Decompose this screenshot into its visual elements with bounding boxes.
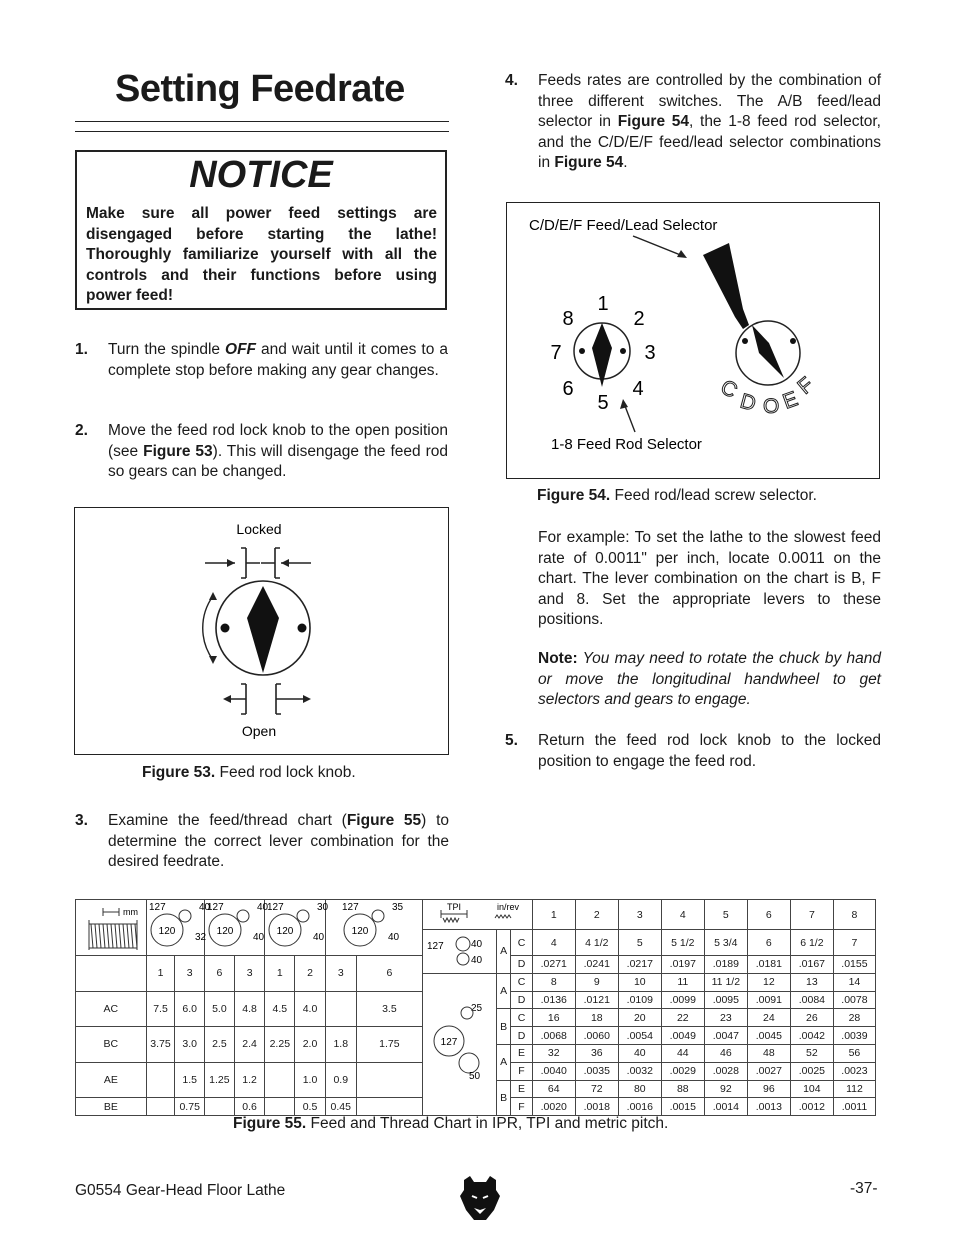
rod-dial-dot <box>579 348 585 354</box>
metric-value: 3.75 <box>146 1027 175 1063</box>
ab-selector: A <box>496 1044 510 1080</box>
knob-dot-left <box>221 624 230 633</box>
metric-value <box>205 1098 235 1116</box>
metric-value <box>146 1098 175 1116</box>
feed-value: .0035 <box>575 1062 618 1080</box>
gear-1-center: 120 <box>158 926 176 937</box>
metric-value: 0.75 <box>175 1098 205 1116</box>
gear-1-right: 32 <box>194 932 206 943</box>
gear-1-top-left: 127 <box>148 902 166 913</box>
grizzly-bear-logo-icon <box>458 1174 502 1222</box>
metric-value: 0.5 <box>295 1098 326 1116</box>
metric-value <box>325 991 356 1027</box>
metric-value: 1.75 <box>356 1027 423 1063</box>
dial-number-6: 6 <box>562 378 574 400</box>
metric-value: 1.25 <box>205 1062 235 1098</box>
rotation-arrow-down-icon <box>209 656 217 664</box>
feed-value: .0039 <box>833 1027 875 1045</box>
metric-value: 0.9 <box>325 1062 356 1098</box>
tpi-gear-top-cell <box>423 930 497 974</box>
metric-row-label: AC <box>76 991 147 1027</box>
feed-value: 9 <box>575 973 618 991</box>
metric-position-3: 6 <box>205 956 235 992</box>
dial-number-1: 1 <box>597 293 609 315</box>
figure-54-caption-text: Feed rod/lead screw selector. <box>610 487 817 504</box>
feed-value: 46 <box>704 1044 747 1062</box>
step-2-text-b: ). This will disengage the feed rod so gears can be changed. <box>108 442 448 480</box>
metric-value <box>146 1062 175 1098</box>
figure-55-caption-label: Figure 55. <box>233 1115 307 1132</box>
step-3-text <box>108 811 449 873</box>
gear-4-top-right: 35 <box>392 902 404 913</box>
step-2-text-a: Move the feed rod lock knob to the open position (see <box>108 422 448 460</box>
step-1-number: 1. <box>75 341 88 358</box>
rod-leader-line <box>625 406 635 432</box>
feed-lead-selector-diagram <box>507 203 878 477</box>
feed-value: 5 <box>618 930 661 956</box>
feed-value: 56 <box>833 1044 875 1062</box>
feed-value: .0015 <box>661 1098 704 1116</box>
feed-value: 92 <box>704 1080 747 1098</box>
cdef-selector: C <box>511 930 533 956</box>
feed-col-header-2: 2 <box>575 900 618 930</box>
metric-value: 7.5 <box>146 991 175 1027</box>
figure-53-caption <box>142 764 356 782</box>
step-5-text: Return the feed rod lock knob to the locked position to engage the feed rod. <box>538 732 881 770</box>
feed-col-header-1: 1 <box>532 900 575 930</box>
step-4-text-b: , the 1-8 feed rod selector, and the C/D/E/F feed/lead selector combinations in <box>538 113 881 171</box>
rotation-arc-icon <box>203 596 213 660</box>
open-arrow-left-icon <box>223 695 231 703</box>
feed-value: 6 <box>747 930 790 956</box>
metric-row-label: AE <box>76 1062 147 1098</box>
feed-col-header-5: 5 <box>704 900 747 930</box>
feed-col-header-7: 7 <box>790 900 833 930</box>
feed-value: .0025 <box>790 1062 833 1080</box>
feed-value: .0029 <box>661 1062 704 1080</box>
inrev-label: in/rev <box>497 902 520 912</box>
feed-value: .0109 <box>618 991 661 1009</box>
title-rule-bottom <box>75 131 449 132</box>
ab-selector: B <box>496 1009 510 1045</box>
gear-set-cell-2 <box>205 900 269 956</box>
metric-value: 2.5 <box>205 1027 235 1063</box>
step-1-text-a: Turn the spindle <box>108 341 226 358</box>
feed-value: .0045 <box>747 1027 790 1045</box>
feed-value: 72 <box>575 1080 618 1098</box>
tpi-gear-top-icon <box>425 933 495 967</box>
step-3-number: 3. <box>75 812 88 829</box>
step-5-number: 5. <box>505 732 518 749</box>
cdef-leader-line <box>633 236 683 256</box>
gear-set-cell-4 <box>325 900 422 956</box>
metric-value <box>356 1098 423 1116</box>
step-2-figure-ref: Figure 53 <box>143 442 213 460</box>
feed-value: 16 <box>532 1009 575 1027</box>
dial-number-3: 3 <box>644 342 656 364</box>
feed-value: 5 1/2 <box>661 930 704 956</box>
feed-value: 14 <box>833 973 875 991</box>
feed-value: 104 <box>790 1080 833 1098</box>
feed-value: .0040 <box>532 1062 575 1080</box>
gear-4-small-circle <box>372 910 384 922</box>
figure-53-caption-label: Figure 53. <box>142 764 216 781</box>
cdef-selector: E <box>511 1044 533 1062</box>
rod-selector-label: 1-8 Feed Rod Selector <box>551 436 702 453</box>
footer-page-number: -37- <box>850 1180 878 1197</box>
notice-body: Make sure all power feed settings are disengaged before starting the lathe! Thoroughly familiarize yourself with all the controls and their functions before using power feed! <box>86 205 437 304</box>
step-4-figure-ref-1: Figure 54 <box>617 113 690 130</box>
cdef-selector: D <box>511 956 533 974</box>
feed-value: 80 <box>618 1080 661 1098</box>
feed-value: .0012 <box>790 1098 833 1116</box>
figure-53-box <box>74 507 449 755</box>
dial-number-8: 8 <box>562 308 574 330</box>
metric-value: 3.5 <box>356 991 423 1027</box>
feed-value: .0121 <box>575 991 618 1009</box>
metric-position-2: 3 <box>175 956 205 992</box>
gear-set-cell-3 <box>265 900 329 956</box>
metric-position-1: 1 <box>146 956 175 992</box>
step-1-off: OFF <box>225 341 257 358</box>
feed-value: .0084 <box>790 991 833 1009</box>
step-3-text-b: ) to determine the correct lever combination for the desired feedrate. <box>108 812 449 870</box>
metric-value <box>356 1062 423 1098</box>
gear-4-center: 120 <box>351 926 369 937</box>
feed-value: .0189 <box>704 956 747 974</box>
feed-value: 13 <box>790 973 833 991</box>
cdef-selector: F <box>511 1098 533 1116</box>
example-paragraph: For example: To set the lathe to the slowest feed rate of 0.0011" per inch, locate 0.0011 on the chart. The lever combination on the chart is B, F and 8. Set the appropriate levers to these positions. <box>538 529 881 628</box>
metric-value: 1.5 <box>175 1062 205 1098</box>
feed-value: 52 <box>790 1044 833 1062</box>
metric-value <box>265 1098 295 1116</box>
gear-1-small-circle <box>179 910 191 922</box>
ab-selector: A <box>496 973 510 1009</box>
feed-value: .0078 <box>833 991 875 1009</box>
feed-col-header-6: 6 <box>747 900 790 930</box>
feed-value: .0091 <box>747 991 790 1009</box>
feed-value: .0016 <box>618 1098 661 1116</box>
metric-value: 1.8 <box>325 1027 356 1063</box>
locked-bracket-icon <box>205 548 311 578</box>
feed-value: 24 <box>747 1009 790 1027</box>
cdef-dial-pointer-icon <box>752 325 784 378</box>
feed-value: .0049 <box>661 1027 704 1045</box>
feed-col-header-4: 4 <box>661 900 704 930</box>
metric-value: 1.2 <box>234 1062 265 1098</box>
feed-value: .0068 <box>532 1027 575 1045</box>
metric-value: 2.25 <box>265 1027 295 1063</box>
rod-dial-dot-right <box>620 348 626 354</box>
feed-value: .0060 <box>575 1027 618 1045</box>
feed-value: .0181 <box>747 956 790 974</box>
gear-3-top-left: 127 <box>267 902 285 913</box>
cdef-selector: F <box>511 1062 533 1080</box>
svg-text:40: 40 <box>470 954 482 966</box>
feed-value: .0011 <box>833 1098 875 1116</box>
metric-row-label: BE <box>76 1098 147 1116</box>
thread-icon <box>79 900 143 952</box>
feed-value: .0027 <box>747 1062 790 1080</box>
feed-value: 11 <box>661 973 704 991</box>
open-label: Open <box>241 723 277 739</box>
feed-value: 44 <box>661 1044 704 1062</box>
gear-1-top-right: 40 <box>198 902 210 913</box>
feed-value: .0054 <box>618 1027 661 1045</box>
svg-text:127: 127 <box>440 1036 457 1048</box>
cdef-lever-handle-icon <box>703 243 749 329</box>
chart-header-row <box>76 900 876 930</box>
footer-model: G0554 Gear-Head Floor Lathe <box>75 1182 286 1199</box>
feed-value: .0155 <box>833 956 875 974</box>
figure-55-caption <box>233 1115 668 1133</box>
dial-number-7: 7 <box>550 342 562 364</box>
feed-value: 96 <box>747 1080 790 1098</box>
feed-value: 4 1/2 <box>575 930 618 956</box>
metric-blank-label <box>76 956 147 992</box>
figure-54-caption-label: Figure 54. <box>537 487 611 504</box>
feed-value: 28 <box>833 1009 875 1027</box>
feed-value: 32 <box>532 1044 575 1062</box>
feed-value: 5 3/4 <box>704 930 747 956</box>
gear-set-cell-1 <box>146 900 210 956</box>
notice-title: NOTICE <box>189 154 333 196</box>
feed-value: .0271 <box>532 956 575 974</box>
feed-value: .0241 <box>575 956 618 974</box>
cdef-letter-f: F <box>793 372 819 399</box>
step-1-text-b: and wait until it comes to a complete stop before making any gear changes. <box>108 341 448 379</box>
figure-53-caption-text: Feed rod lock knob. <box>215 764 356 781</box>
cdef-selector: C <box>511 973 533 991</box>
gear-diagram-3 <box>265 900 333 952</box>
metric-value <box>265 1062 295 1098</box>
tpi-inrev-header-cell <box>423 900 533 930</box>
gear-diagram-4 <box>340 900 408 952</box>
metric-value: 4.5 <box>265 991 295 1027</box>
step-4-text-a: Feeds rates are controlled by the combination of three different switches. The A/B feed/lead selector in <box>538 72 881 130</box>
svg-text:50: 50 <box>468 1070 480 1082</box>
note-text: You may need to rotate the chuck by hand or move the longitudinal handwheel to get selectors and gears to engage. <box>538 650 881 708</box>
cdef-selector: C <box>511 1009 533 1027</box>
cdef-selector: D <box>511 991 533 1009</box>
cdef-dial-dot-left <box>742 338 748 344</box>
feed-value: .0028 <box>704 1062 747 1080</box>
feed-value: .0020 <box>532 1098 575 1116</box>
cdef-letter-e: E <box>779 387 801 414</box>
feed-value: 11 1/2 <box>704 973 747 991</box>
feed-value: .0217 <box>618 956 661 974</box>
feed-value: 20 <box>618 1009 661 1027</box>
feed-value: .0197 <box>661 956 704 974</box>
feed-value: 48 <box>747 1044 790 1062</box>
knob-pointer-icon <box>247 586 279 673</box>
step-1-text <box>108 340 448 381</box>
metric-value: 3.0 <box>175 1027 205 1063</box>
feed-value: .0018 <box>575 1098 618 1116</box>
tpi-label: TPI <box>447 902 462 912</box>
step-4-number: 4. <box>505 72 518 89</box>
cdef-dial-dot-right <box>790 338 796 344</box>
notice-box <box>75 150 447 310</box>
step-4-text <box>538 71 881 174</box>
metric-position-6: 2 <box>295 956 326 992</box>
locked-label: Locked <box>236 521 282 537</box>
feed-value: 18 <box>575 1009 618 1027</box>
gear-3-center: 120 <box>277 926 294 937</box>
feed-value: 23 <box>704 1009 747 1027</box>
cdef-letters <box>717 373 819 418</box>
gear-2-right: 40 <box>253 932 265 943</box>
figure-54-box <box>506 202 880 479</box>
cdef-selector: E <box>511 1080 533 1098</box>
step-2-number: 2. <box>75 422 88 439</box>
feed-thread-chart <box>75 899 876 1116</box>
feed-value: .0013 <box>747 1098 790 1116</box>
ab-selector: B <box>496 1080 510 1116</box>
step-4-figure-ref-2: Figure 54 <box>554 154 624 171</box>
dial-number-5: 5 <box>597 392 609 414</box>
gear-4-right: 40 <box>388 932 400 943</box>
metric-position-4: 3 <box>234 956 265 992</box>
gear-2-center: 120 <box>216 926 234 937</box>
feed-value: 64 <box>532 1080 575 1098</box>
gear-2-small-circle <box>237 910 249 922</box>
svg-text:25: 25 <box>470 1002 482 1014</box>
metric-value: 2.0 <box>295 1027 326 1063</box>
cdef-selector: D <box>511 1027 533 1045</box>
feed-value: 7 <box>833 930 875 956</box>
ab-selector: A <box>496 930 510 974</box>
metric-position-7: 3 <box>325 956 356 992</box>
rod-leader-arrow-icon <box>620 399 628 409</box>
cdef-letter-d: D <box>737 389 759 416</box>
gear-4-top-left: 127 <box>342 902 359 913</box>
feed-value: 88 <box>661 1080 704 1098</box>
gear-2-top-right: 40 <box>257 902 269 913</box>
mm-thread-icon-cell <box>76 900 147 956</box>
step-4-text-c: . <box>623 154 628 171</box>
step-2-text <box>108 421 448 483</box>
mm-label: mm <box>122 907 138 917</box>
page-title: Setting Feedrate <box>115 68 405 110</box>
feed-col-header-8: 8 <box>833 900 875 930</box>
note-label: Note: <box>538 650 578 667</box>
feed-value: 40 <box>618 1044 661 1062</box>
metric-value: 4.8 <box>234 991 265 1027</box>
title-rule-top <box>75 121 449 122</box>
metric-position-8: 6 <box>356 956 423 992</box>
open-arrow-right-icon <box>303 695 311 703</box>
cdef-letter-c: C <box>716 375 742 403</box>
cdef-selector-label: C/D/E/F Feed/Lead Selector <box>529 217 718 234</box>
metric-value: 2.4 <box>234 1027 265 1063</box>
tpi-inrev-icon <box>425 900 529 926</box>
svg-text:127: 127 <box>426 940 444 952</box>
metric-value: 1.0 <box>295 1062 326 1098</box>
rotation-arrow-up-icon <box>209 592 217 600</box>
feed-rod-lock-knob-diagram <box>75 508 447 753</box>
tpi-gear-bottom-icon <box>425 993 495 1093</box>
feed-value: 112 <box>833 1080 875 1098</box>
feed-value: .0095 <box>704 991 747 1009</box>
locked-arrow-right-icon <box>281 559 289 567</box>
gear-2-top-left: 127 <box>207 902 224 913</box>
step-3-figure-ref: Figure 55 <box>346 812 422 829</box>
figure-54-caption <box>537 487 817 505</box>
cdef-letter-o: O <box>763 395 780 418</box>
metric-value: 0.6 <box>234 1098 265 1116</box>
feed-value: .0047 <box>704 1027 747 1045</box>
feed-value: .0167 <box>790 956 833 974</box>
dial-number-2: 2 <box>633 308 645 330</box>
feed-value: .0032 <box>618 1062 661 1080</box>
feed-col-header-3: 3 <box>618 900 661 930</box>
feed-value: 22 <box>661 1009 704 1027</box>
feed-value: 12 <box>747 973 790 991</box>
feed-value: 10 <box>618 973 661 991</box>
metric-row-label: BC <box>76 1027 147 1063</box>
svg-text:40: 40 <box>470 938 482 950</box>
feed-value: .0023 <box>833 1062 875 1080</box>
feed-value: 26 <box>790 1009 833 1027</box>
feed-value: 4 <box>532 930 575 956</box>
gear-diagram-2 <box>205 900 273 952</box>
feed-value: .0099 <box>661 991 704 1009</box>
metric-position-5: 1 <box>265 956 295 992</box>
note-paragraph <box>538 649 881 711</box>
locked-arrow-left-icon <box>227 559 235 567</box>
gear-3-top-right: 30 <box>317 902 329 913</box>
metric-value: 0.45 <box>325 1098 356 1116</box>
step-3-text-a: Examine the feed/thread chart ( <box>108 812 347 829</box>
metric-value: 6.0 <box>175 991 205 1027</box>
metric-value: 5.0 <box>205 991 235 1027</box>
feed-value: .0136 <box>532 991 575 1009</box>
metric-value: 4.0 <box>295 991 326 1027</box>
gear-3-right: 40 <box>313 932 325 943</box>
open-bracket-icon <box>225 684 309 714</box>
tpi-gear-bottom-cell <box>423 973 497 1115</box>
feed-value: 8 <box>532 973 575 991</box>
dial-number-4: 4 <box>632 378 644 400</box>
feed-value: 6 1/2 <box>790 930 833 956</box>
gear-3-small-circle <box>297 910 309 922</box>
feed-value: 36 <box>575 1044 618 1062</box>
knob-dot-right <box>298 624 307 633</box>
feed-value: .0042 <box>790 1027 833 1045</box>
figure-55-caption-text: Feed and Thread Chart in IPR, TPI and metric pitch. <box>306 1115 669 1132</box>
feed-value: .0014 <box>704 1098 747 1116</box>
